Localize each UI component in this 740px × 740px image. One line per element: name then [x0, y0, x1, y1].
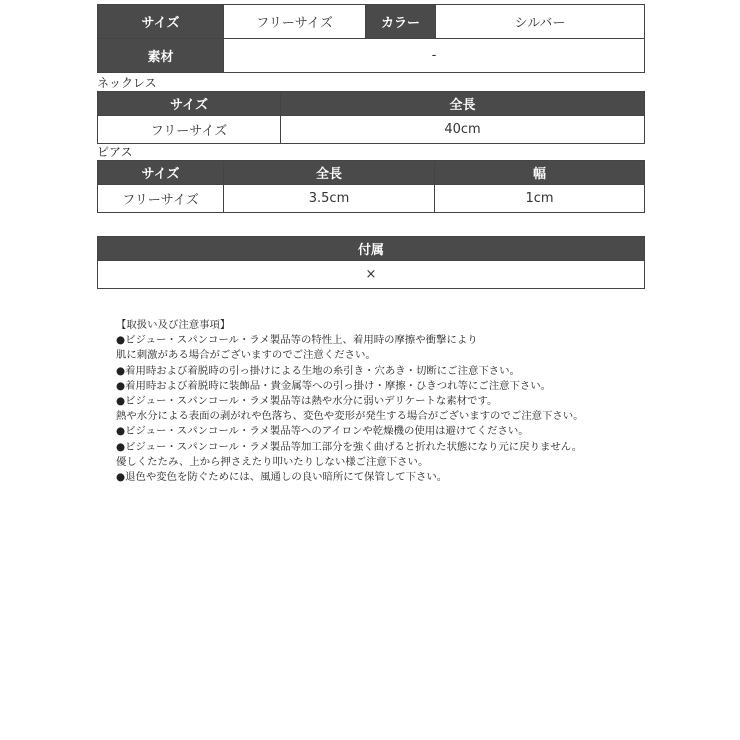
color-header: カラー [366, 5, 436, 39]
notes-line: ●ビジュー・スパンコール・ラメ製品等の特性上、着用時の摩擦や衝撃により [116, 334, 478, 347]
spec-table [97, 4, 645, 73]
notes-line: ●ビジュー・スパンコール・ラメ製品等へのアイロンや乾燥機の使用は避けてください。 [116, 425, 529, 438]
notes-line: ●着用時および着脱時の引っ掛けによる生地の糸引き・穴あき・切断にご注意下さい。 [116, 364, 520, 377]
notes-line: 熱や水分による表面の剥がれや色落ち、変色や変形が発生する場合がございますのでご注意下さい。 [116, 410, 584, 423]
necklace-section-label: ネックレス [97, 76, 157, 90]
notes-line: ●ビジュー・スパンコール・ラメ製品等加工部分を強く曲げると折れた状態になり元に戻りません。 [116, 440, 583, 453]
earrings-width-value: 1cm [435, 185, 645, 213]
earrings-table [97, 160, 645, 213]
accessories-header: 付属 [98, 237, 645, 261]
material-value: - [224, 39, 645, 73]
earrings-section-label: ピアス [97, 145, 133, 159]
notes-line: 肌に刺激がある場合がございますのでご注意ください。 [116, 349, 376, 362]
size-value: フリーサイズ [224, 5, 366, 39]
earrings-width-header: 幅 [435, 161, 645, 185]
necklace-size-value: フリーサイズ [98, 116, 281, 144]
earrings-size-value: フリーサイズ [98, 185, 224, 213]
necklace-table [97, 91, 645, 144]
necklace-size-header: サイズ [98, 92, 281, 116]
notes-line: ●着用時および着脱時に装飾品・貴金属等への引っ掛け・摩擦・ひきつれ等にご注意下さい。 [116, 379, 552, 392]
material-header: 素材 [98, 39, 224, 73]
notes-line: 優しくたたみ、上から押さえたり叩いたりしない様ご注意下さい。 [116, 455, 429, 468]
earrings-size-header: サイズ [98, 161, 224, 185]
notes-line: ●ビジュー・スパンコール・ラメ製品等は熱や水分に弱いデリケートな素材です。 [116, 395, 498, 408]
notes-line: ●退色や変色を防ぐためには、風通しの良い暗所にて保管して下さい。 [116, 471, 448, 484]
earrings-length-header: 全長 [224, 161, 435, 185]
necklace-length-header: 全長 [281, 92, 645, 116]
notes-heading: 【取扱い及び注意事項】 [116, 319, 231, 331]
accessories-value: × [98, 261, 645, 289]
care-notes [116, 318, 584, 485]
earrings-length-value: 3.5cm [224, 185, 435, 213]
accessories-table [97, 236, 645, 289]
color-value: シルバー [436, 5, 645, 39]
necklace-length-value: 40cm [281, 116, 645, 144]
size-header: サイズ [98, 5, 224, 39]
